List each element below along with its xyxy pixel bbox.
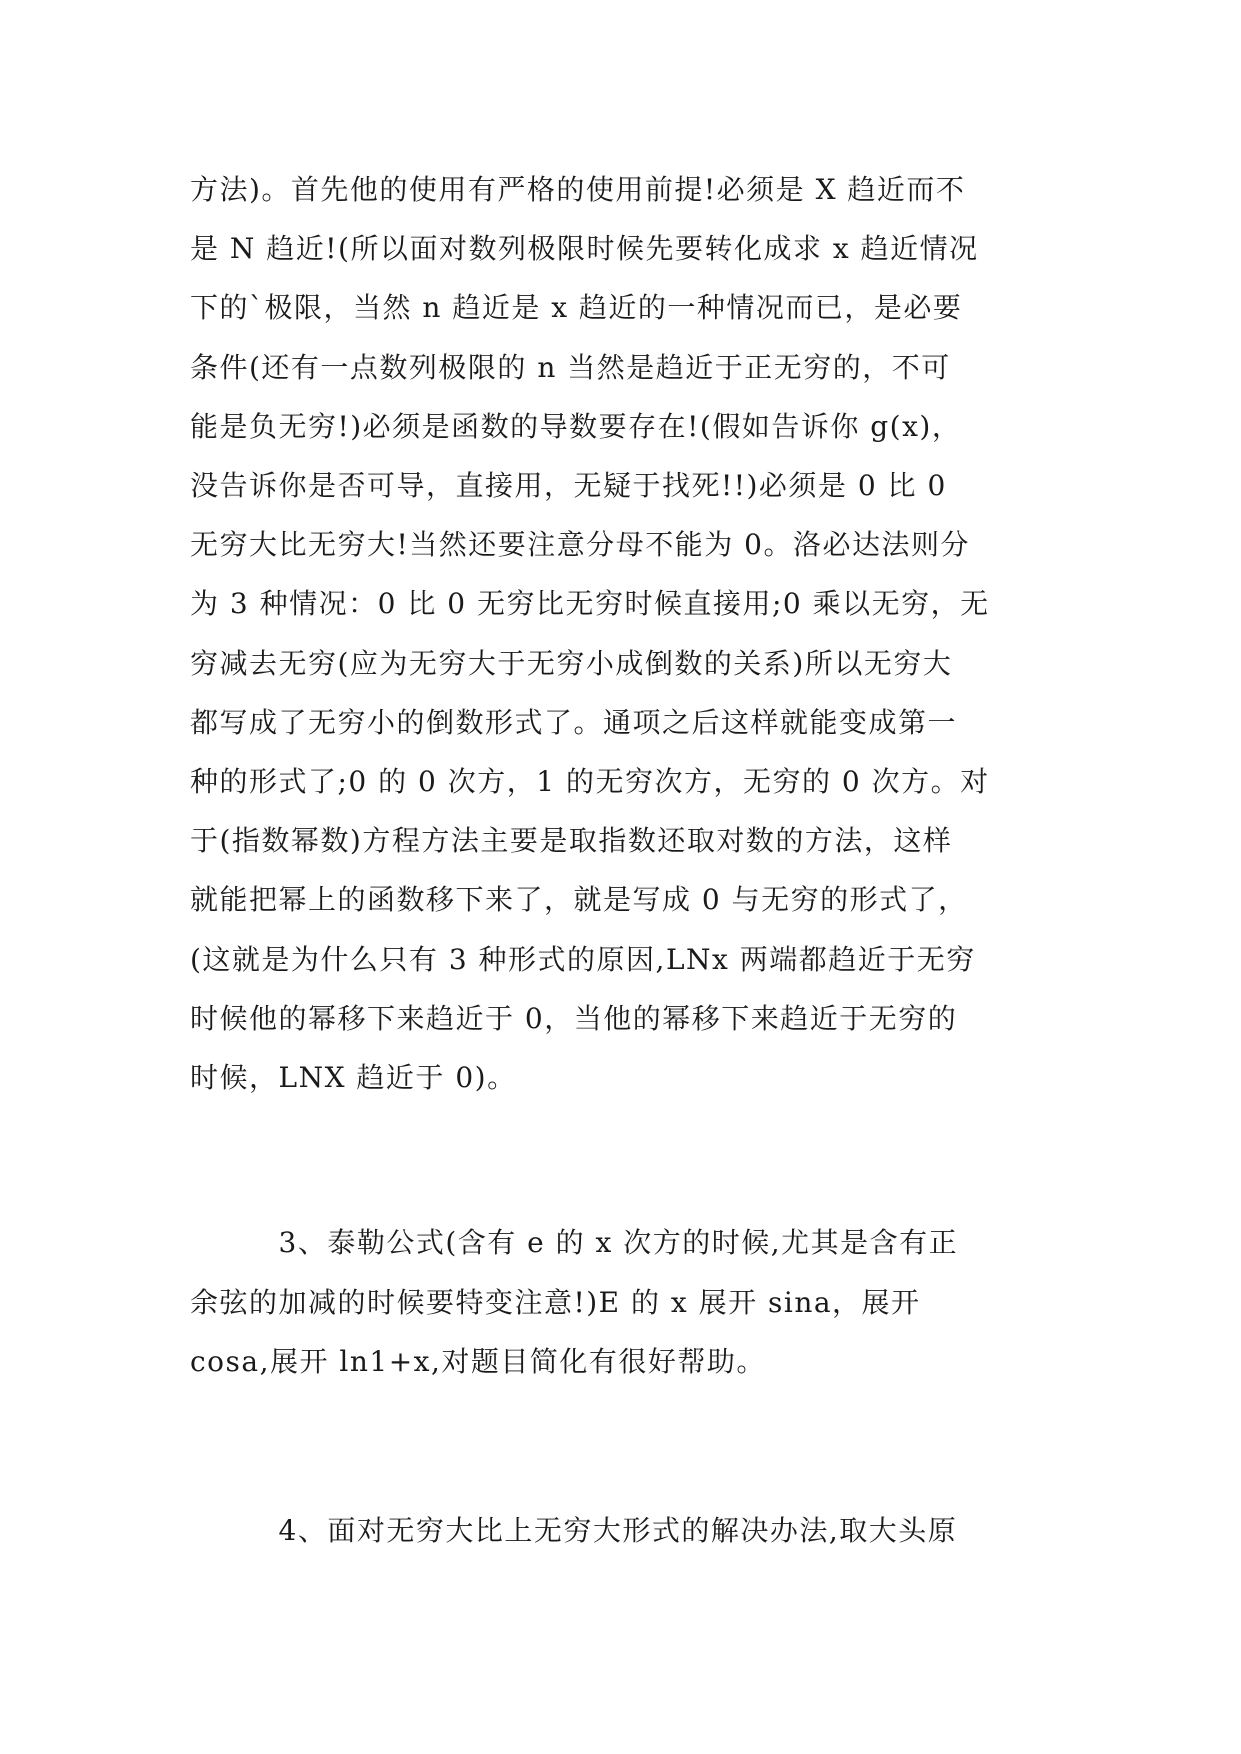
text-line: 余弦的加减的时候要特变注意!)E 的 x 展开 sina，展开 [190, 1285, 921, 1319]
text-line: 是 N 趋近!(所以面对数列极限时候先要转化成求 x 趋近情况 [190, 232, 979, 266]
text-line: 时候他的幂移下来趋近于 0，当他的幂移下来趋近于无穷的 [190, 1001, 958, 1035]
text-line: 能是负无穷!)必须是函数的导数要存在!(假如告诉你 g(x)， [190, 409, 962, 443]
text-line: 没告诉你是否可导，直接用，无疑于找死!!)必须是 0 比 0 [190, 469, 947, 503]
text-line: 时候，LNX 趋近于 0)。 [190, 1061, 517, 1095]
text-line: 3、泰勒公式(含有 e 的 x 次方的时候,尤其是含有正 [190, 1226, 959, 1259]
text-line: 都写成了无穷小的倒数形式了。通项之后这样就能变成第一 [190, 705, 958, 739]
text-line: 于(指数幂数)方程方法主要是取指数还取对数的方法，这样 [190, 824, 953, 858]
text-line: 无穷大比无穷大!当然还要注意分母不能为 0。洛必达法则分 [190, 528, 970, 562]
text-line: 条件(还有一点数列极限的 n 当然是趋近于正无穷的，不可 [190, 350, 951, 384]
text-line: 为 3 种情况：0 比 0 无穷比无穷时候直接用;0 乘以无穷，无 [190, 587, 990, 621]
text-line: 种的形式了;0 的 0 次方，1 的无穷次方，无穷的 0 次方。对 [190, 765, 990, 799]
text-line: 方法)。首先他的使用有严格的使用前提!必须是 X 趋近而不 [190, 173, 966, 206]
text-line: 4、面对无穷大比上无穷大形式的解决办法,取大头原 [190, 1514, 958, 1547]
text-line: 下的`极限，当然 n 趋近是 x 趋近的一种情况而已，是必要 [190, 291, 963, 325]
text-line: (这就是为什么只有 3 种形式的原因,LNx 两端都趋近于无穷 [190, 942, 976, 976]
paragraph-taylor-formula [190, 1213, 1050, 1392]
paragraph-infinity-ratio [190, 1501, 1050, 1561]
paragraph-lhopital-rule [190, 160, 1050, 1107]
text-line: cosa,展开 ln1+x,对题目简化有很好帮助。 [190, 1345, 766, 1378]
text-line: 就能把幂上的函数移下来了，就是写成 0 与无穷的形式了， [190, 883, 968, 917]
text-line: 穷减去无穷(应为无穷大于无穷小成倒数的关系)所以无穷大 [190, 646, 953, 680]
